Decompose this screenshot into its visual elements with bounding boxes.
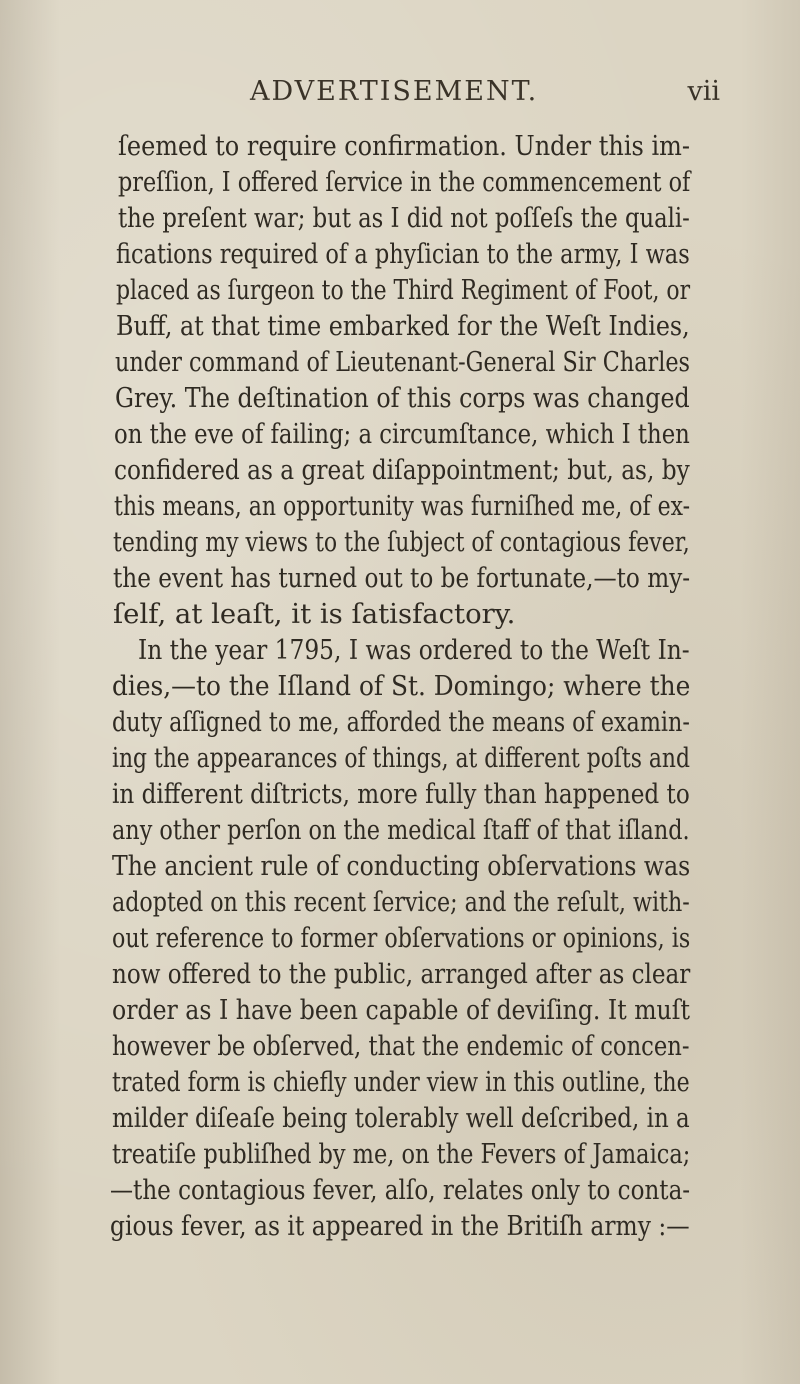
text-line: —the contagious fever, alſo, relates only to conta-: [110, 1174, 691, 1206]
text-line: ſeemed to require confirmation. Under this im-: [118, 130, 690, 162]
text-line: this means, an opportunity was furniſhed me, of ex-: [114, 490, 691, 522]
text-line: dies,—to the Iſland of St. Domingo; where the: [112, 670, 691, 702]
text-line: any other perſon on the medical ſtaff of that iſland.: [112, 814, 690, 846]
text-line: ſelf, at leaſt, it is ſatisfactory.: [113, 598, 516, 630]
text-line: now offered to the public, arranged after as clear: [112, 958, 691, 990]
text-line: treatiſe publiſhed by me, on the Fevers of Jamaica;: [112, 1138, 691, 1170]
text-line: tending my views to the ſubject of contagious fever,: [113, 526, 690, 558]
text-line: under command of Lieutenant-General Sir Charles: [115, 346, 691, 378]
page-header: [250, 76, 720, 116]
text-line: trated form is chiefly under view in this outline, the: [112, 1066, 690, 1098]
text-line: duty aſſigned to me, afforded the means of examin-: [112, 706, 690, 738]
text-line: order as I have been capable of deviſing. It muſt: [112, 994, 690, 1026]
text-line: however be obſerved, that the endemic of concen-: [112, 1030, 690, 1062]
text-line: the preſent war; but as I did not poſſeſs the quali-: [118, 202, 690, 234]
text-line: confidered as a great diſappointment; but, as, by: [114, 454, 690, 486]
text-line: Grey. The deſtination of this corps was changed: [115, 382, 690, 414]
page-number: vii: [687, 76, 720, 107]
text-line: milder diſeaſe being tolerably well deſcribed, in a: [112, 1102, 690, 1134]
text-line: fications required of a phyſician to the army, I was: [116, 238, 690, 270]
text-line: adopted on this recent ſervice; and the reſult, with-: [112, 886, 690, 918]
text-line: in different diſtricts, more fully than happened to: [112, 778, 690, 810]
text-line: placed as ſurgeon to the Third Regiment of Foot, or: [116, 274, 691, 306]
text-line: The ancient rule of conducting obſervations was: [112, 850, 691, 882]
text-line: Buff, at that time embarked for the Weſt Indies,: [116, 310, 690, 342]
text-line: ing the appearances of things, at different poſts and: [112, 742, 690, 774]
running-head: ADVERTISEMENT.: [250, 76, 539, 107]
text-line: preſſion, I offered ſervice in the commencement of: [118, 166, 691, 198]
text-line: on the eve of failing; a circumſtance, which I then: [114, 418, 690, 450]
text-line: gious fever, as it appeared in the Britiſh army :—: [110, 1210, 690, 1242]
text-line: the event has turned out to be fortunate,—to my-: [113, 562, 691, 594]
text-line: In the year 1795, I was ordered to the Weſt In-: [138, 634, 690, 666]
text-line: out reference to former obſervations or opinions, is: [112, 922, 691, 954]
